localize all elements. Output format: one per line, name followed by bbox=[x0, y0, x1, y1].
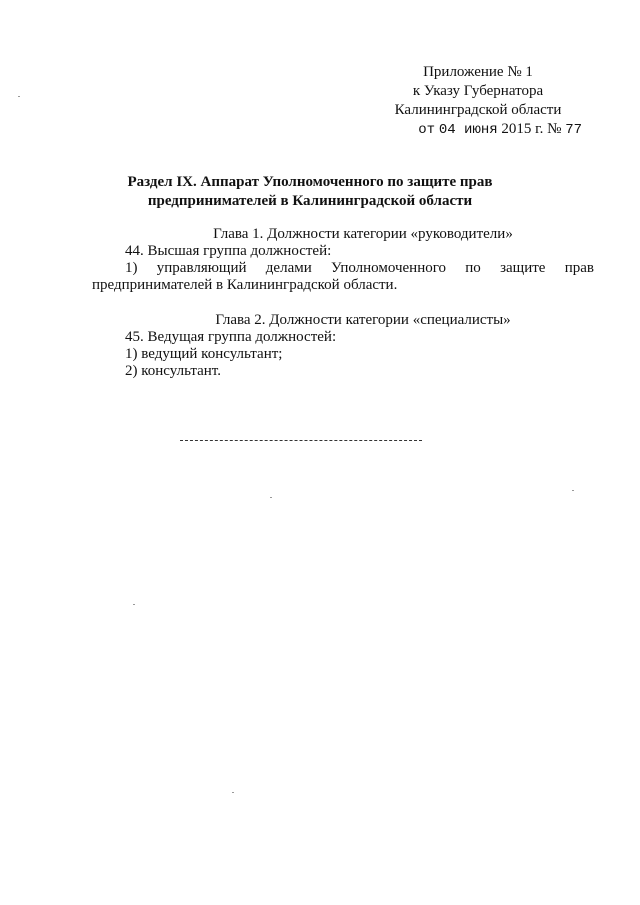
chapter-2-item-2: 2) консультант. bbox=[125, 363, 221, 379]
word: защите bbox=[500, 260, 546, 276]
number-value: 77 bbox=[565, 122, 582, 138]
section-title-line-1: Раздел IX. Аппарат Уполномоченного по защите прав bbox=[127, 174, 493, 190]
word: делами bbox=[265, 260, 312, 276]
appendix-header bbox=[368, 63, 588, 140]
scan-speck bbox=[572, 490, 574, 491]
chapter-1-group: 44. Высшая группа должностей: bbox=[125, 243, 332, 259]
scan-speck bbox=[232, 792, 234, 793]
chapter-2-block bbox=[92, 312, 594, 380]
date-prefix: от bbox=[418, 122, 436, 138]
appendix-title: Приложение № 1 bbox=[423, 64, 533, 80]
end-divider-line bbox=[180, 440, 422, 441]
date-day-month: 04 июня bbox=[438, 122, 498, 138]
section-title bbox=[90, 173, 530, 211]
chapter-1-item-1-line-2: предпринимателей в Калининградской области. bbox=[92, 277, 398, 293]
appendix-decree-ref: к Указу Губернатора bbox=[412, 83, 544, 99]
appendix-date-line bbox=[368, 120, 588, 140]
chapter-1-title: Глава 1. Должности категории «руководители» bbox=[213, 226, 513, 242]
word: по bbox=[465, 260, 481, 276]
word: 1) bbox=[125, 260, 138, 276]
scan-speck bbox=[18, 96, 20, 97]
scan-speck bbox=[133, 604, 135, 605]
appendix-region: Калининградской области bbox=[394, 102, 562, 118]
chapter-1-item-1-line-1 bbox=[92, 260, 594, 277]
word: прав bbox=[564, 260, 594, 276]
date-year: 2015 г. bbox=[501, 121, 544, 137]
word: Уполномоченного bbox=[331, 260, 447, 276]
scan-speck bbox=[270, 497, 272, 498]
number-sign: № bbox=[547, 121, 562, 137]
chapter-2-title: Глава 2. Должности категории «специалисты» bbox=[215, 312, 511, 328]
section-title-line-2: предпринимателей в Калининградской области bbox=[147, 193, 473, 209]
chapter-2-item-1: 1) ведущий консультант; bbox=[125, 346, 283, 362]
chapter-2-group: 45. Ведущая группа должностей: bbox=[125, 329, 337, 345]
word: управляющий bbox=[156, 260, 247, 276]
chapter-1-block bbox=[92, 226, 594, 294]
